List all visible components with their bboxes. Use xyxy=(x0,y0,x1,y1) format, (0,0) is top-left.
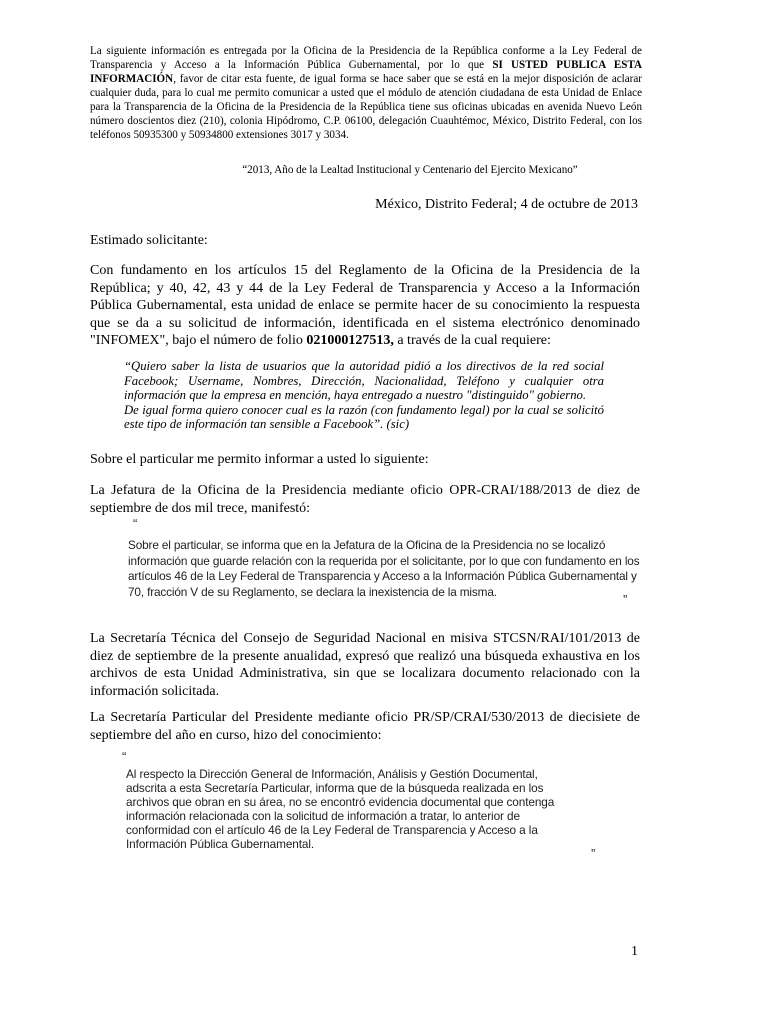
folio-number: 021000127513, xyxy=(306,333,394,349)
legal-basis-tail: a través de la cual requiere: xyxy=(393,333,551,349)
jefatura-response-inset xyxy=(128,538,640,600)
stcsn-paragraph: La Secretaría Técnica del Consejo de Seguridad Nacional en misiva STCSN/RAI/101/2013 de diez de septiembre de la presente anualidad, expresó que realizó una búsqueda exhaustiva en los archivos de esta Unidad Administrativa, sin que se localizara documento relacionado con la información solicitada. xyxy=(90,631,640,699)
secretaria-particular-paragraph: La Secretaría Particular del Presidente mediante oficio PR/SP/CRAI/530/2013 de diecisiete de septiembre del año en curso, hizo del conocimiento: xyxy=(90,710,640,743)
page-number: 1 xyxy=(631,944,638,959)
inset2-line: archivos que obran en su área, no se encontró evidencia documental que contenga xyxy=(126,794,555,809)
inset1-line: Sobre el particular, se informa que en la Jefatura de la Oficina de la Presidencia no se localizó xyxy=(128,538,606,552)
notice-bold-warning: SI USTED PUBLICA ESTA INFORMACIÓN xyxy=(90,59,642,85)
inset2-open-quote: “ xyxy=(122,749,127,764)
inset2-line: conformidad con el artículo 46 de la Ley Federal de Transparencia y Acceso a la xyxy=(126,822,538,837)
year-motto: “2013, Año de la Lealtad Institucional y Centenario del Ejercito Mexicano” xyxy=(242,164,578,176)
inset1-line: información que guarde relación con la requerida por el solicitante, por lo que con fundamento en los xyxy=(128,553,640,568)
request-quote-part-1: “Quiero saber la lista de usuarios que la autoridad pidió a los directivos de la red social Facebook; Username, Nombres, Dirección, Nacionalidad, Teléfono y cualquier otra información que la empresa en mención, haya entregado a nuestro "distinguido" gobierno. xyxy=(124,359,604,403)
legal-basis-text: Con fundamento en los artículos 15 del Reglamento de la Oficina de la Presidencia de la República; y 40, 42, 43 y 44 de la Ley Federal de Transparencia y Acceso a la Información Pública Gubernamental, esta unidad de enlace se permite hacer de su conocimiento la respuesta que se da a su solicitud de información, identificada en el sistema electrónico denominado "INFOMEX", bajo el número de folio xyxy=(90,263,640,349)
inset1-line: 70, fracción V de su Reglamento, se declara la inexistencia de la misma. xyxy=(128,584,497,599)
transparency-notice xyxy=(90,44,642,142)
inset2-line: Al respecto la Dirección General de Información, Análisis y Gestión Documental, xyxy=(126,767,538,781)
inset2-line: Información Pública Gubernamental. xyxy=(126,836,315,851)
inset2-line: adscrita a esta Secretaría Particular, informa que de la búsqueda realizada en los xyxy=(126,780,544,795)
secretaria-response-inset xyxy=(126,768,606,851)
legal-basis-paragraph xyxy=(90,262,640,350)
greeting: Estimado solicitante: xyxy=(90,233,208,248)
jefatura-paragraph: La Jefatura de la Oficina de la Presidencia mediante oficio OPR-CRAI/188/2013 de diez de septiembre de dos mil trece, manifestó: xyxy=(90,483,640,516)
inset2-line: información relacionada con la solicitud de información a tratar, lo anterior de xyxy=(126,808,520,823)
dateline: México, Distrito Federal; 4 de octubre de 2013 xyxy=(375,197,638,212)
notice-text-1: La siguiente información es entregada por la Oficina de la Presidencia de la República conforme a la Ley Federal de Transparencia y Acceso a la Información Pública Gubernamental, por lo que xyxy=(90,45,642,71)
inset1-close-quote: ” xyxy=(623,592,628,607)
inset1-open-quote: “ xyxy=(133,516,138,531)
inset2-close-quote: ” xyxy=(591,846,596,861)
notice-text-2: , favor de citar esta fuente, de igual forma se hace saber que se está en la mejor disposición de aclarar cualquier duda, para lo cual me permito comunicar a usted que el módulo de atención ciudadana de esta Unidad de Enlace para la Transparencia de la Oficina de la Presidencia de la República tiene sus oficinas ubicadas en avenida Nuevo León número doscientos diez (210), colonia Hipódromo, C.P. 06100, delegación Cuauhtémoc, México, Distrito Federal, con los teléfonos 50935300 y 50934800 extensiones 3017 y 3034. xyxy=(90,73,642,141)
intro-paragraph: Sobre el particular me permito informar a usted lo siguiente: xyxy=(90,452,429,467)
inset1-line: artículos 46 de la Ley Federal de Transparencia y Acceso a la Información Pública Gubernamental y xyxy=(128,569,637,583)
request-quote xyxy=(124,359,604,432)
request-quote-part-2: De igual forma quiero conocer cual es la razón (con fundamento legal) por la cual se solicitó este tipo de información tan sensible a Facebook”. (sic) xyxy=(124,402,604,432)
